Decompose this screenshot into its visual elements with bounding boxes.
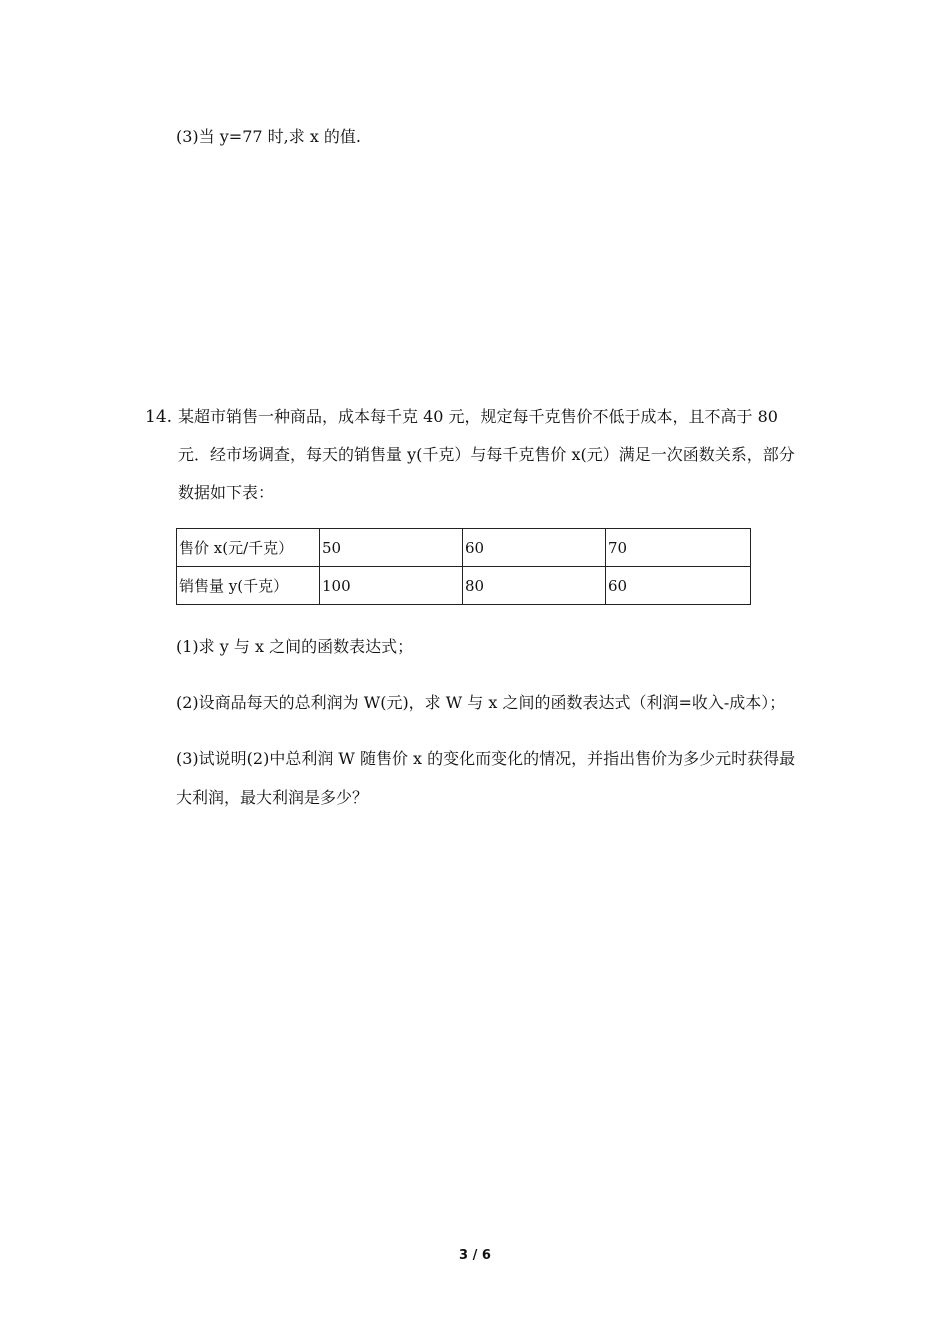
table-cell: 50: [320, 529, 463, 567]
price-sales-table: [176, 528, 751, 605]
question-number: 14.: [145, 407, 173, 427]
table-row-header: 售价 x(元/千克）: [177, 529, 320, 567]
question-stem-line-2: 元．经市场调查，每天的销售量 y(千克）与每千克售价 x(元）满足一次函数关系，部分: [178, 445, 795, 464]
question-stem-line-1: 某超市销售一种商品，成本每千克 40 元，规定每千克售价不低于成本，且不高于 80: [178, 407, 778, 426]
table-row: [177, 529, 751, 567]
prev-question-part-3: (3)当 y=77 时,求 x 的值.: [176, 127, 362, 146]
question-part-3-line-2: 大利润，最大利润是多少？: [176, 788, 369, 807]
table-row: [177, 567, 751, 605]
table-cell: 60: [606, 567, 751, 605]
question-part-1: (1)求 y 与 x 之间的函数表达式；: [176, 637, 414, 656]
table-cell: 60: [463, 529, 606, 567]
page-number: 3 / 6: [459, 1248, 491, 1263]
question-stem-line-3: 数据如下表：: [178, 483, 275, 502]
table-cell: 80: [463, 567, 606, 605]
table-cell: 100: [320, 567, 463, 605]
table-cell: 70: [606, 529, 751, 567]
question-part-2: (2)设商品每天的总利润为 W(元)，求 W 与 x 之间的函数表达式（利润=收入-成本）；: [176, 693, 786, 712]
question-part-3-line-1: (3)试说明(2)中总利润 W 随售价 x 的变化而变化的情况，并指出售价为多少元时获得最: [176, 749, 796, 768]
table-row-header: 销售量 y(千克）: [177, 567, 320, 605]
